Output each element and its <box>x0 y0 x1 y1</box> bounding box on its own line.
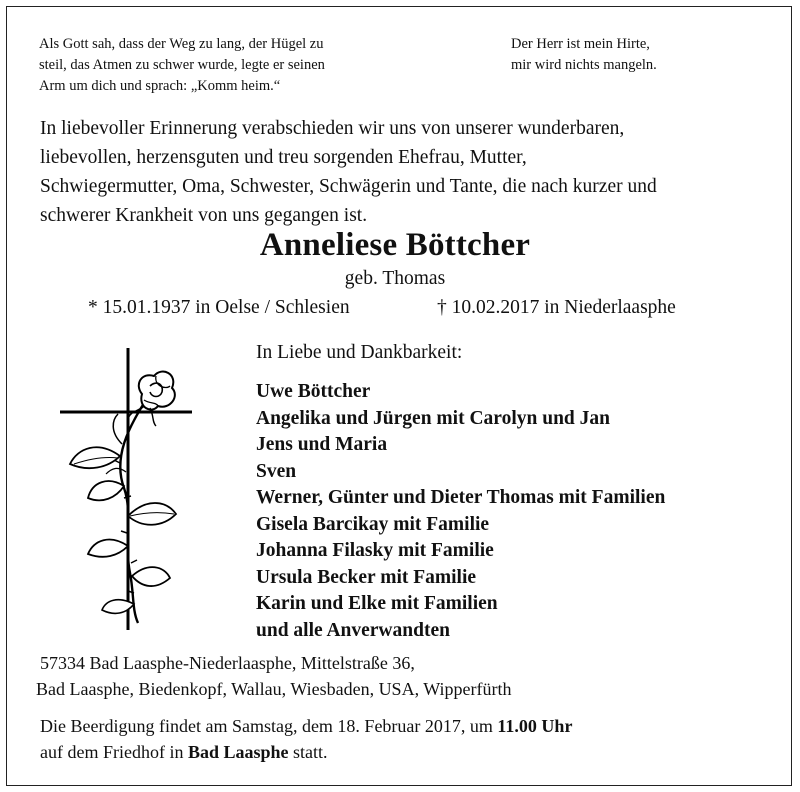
mourner-name: Karin und Elke mit Familien <box>256 593 498 614</box>
address-line: 57334 Bad Laasphe-Niederlaasphe, Mittelstraße 36, <box>40 653 415 673</box>
intro-line: In liebevoller Erinnerung verabschieden wir uns von unserer wunderbaren, <box>40 118 625 139</box>
quote-right <box>511 34 771 76</box>
funeral-text: statt. <box>288 742 328 762</box>
funeral-info <box>40 713 572 765</box>
funeral-place: Bad Laasphe <box>187 742 289 762</box>
mourners-heading: In Liebe und Dankbarkeit: <box>256 342 463 363</box>
funeral-time: 11.00 Uhr <box>497 716 573 736</box>
intro-line: Schwiegermutter, Oma, Schwester, Schwägerin und Tante, die nach kurzer und <box>40 176 657 197</box>
funeral-text: auf dem Friedhof in <box>40 742 188 762</box>
quote-right-line: mir wird nichts mangeln. <box>511 57 657 73</box>
mourner-name: und alle Anverwandten <box>256 619 450 641</box>
funeral-line-2 <box>40 739 572 765</box>
quote-left <box>39 34 399 97</box>
mourner-name: Ursula Becker mit Familie <box>256 566 477 588</box>
address-block <box>36 650 512 702</box>
mourner-name: Werner, Günter und Dieter Thomas mit Familien <box>256 487 666 508</box>
deceased-name: Anneliese Böttcher <box>259 227 531 263</box>
intro-line: schwerer Krankheit von uns gegangen ist. <box>40 205 368 226</box>
mourner-name: Johanna Filasky mit Familie <box>256 540 494 561</box>
cross-with-rose-icon <box>58 348 198 630</box>
mourner-name: Sven <box>256 460 297 482</box>
mourner-name: Gisela Barcikay mit Familie <box>256 513 490 535</box>
funeral-text: Die Beerdigung findet am Samstag, dem 18. Februar 2017, um <box>40 716 498 736</box>
intro-paragraph <box>40 114 770 230</box>
address-line: Bad Laasphe, Biedenkopf, Wallau, Wiesbaden, USA, Wipperfürth <box>36 679 512 699</box>
birth-date: * 15.01.1937 in Oelse / Schlesien <box>88 297 350 318</box>
mourner-name: Angelika und Jürgen mit Carolyn und Jan <box>256 407 610 429</box>
mourner-name: Uwe Böttcher <box>256 381 371 402</box>
funeral-line-1 <box>40 713 572 739</box>
mourner-name: Jens und Maria <box>256 434 388 455</box>
quote-right-line: Der Herr ist mein Hirte, <box>511 36 650 52</box>
intro-line: liebevollen, herzensguten und treu sorgenden Ehefrau, Mutter, <box>40 147 527 168</box>
death-date: † 10.02.2017 in Niederlaasphe <box>437 297 676 318</box>
quote-left-line: steil, das Atmen zu schwer wurde, legte er seinen <box>39 57 325 73</box>
mourners-list <box>256 379 665 644</box>
maiden-name: geb. Thomas <box>344 268 446 289</box>
quote-left-line: Als Gott sah, dass der Weg zu lang, der Hügel zu <box>39 36 324 52</box>
quote-left-line: Arm um dich und sprach: „Komm heim.“ <box>39 78 281 94</box>
